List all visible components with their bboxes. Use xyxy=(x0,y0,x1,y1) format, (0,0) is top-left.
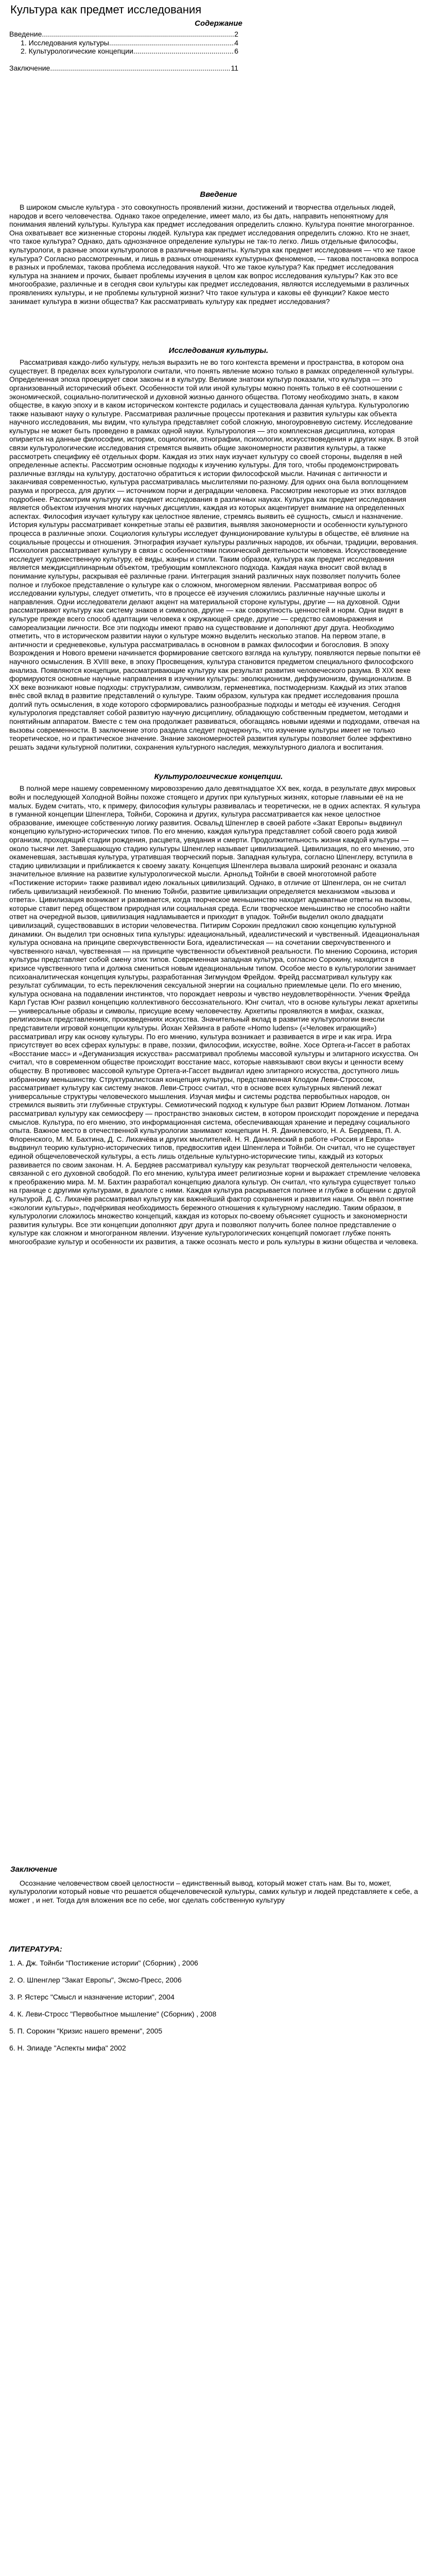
section-1-heading: Исследования культуры. xyxy=(168,346,269,355)
toc-entry-label: 2. Культурологические концепции xyxy=(21,47,133,55)
toc-entry-page: 2 xyxy=(234,30,238,38)
literature-item: 1. А. Дж. Тойнби "Постижение истории" (Сборник) , 2006 xyxy=(9,1959,198,1968)
contents-heading: Содержание xyxy=(195,19,242,28)
toc-entry-page: 6 xyxy=(234,47,238,55)
toc-entry-section-2[interactable] xyxy=(9,47,238,56)
toc-entry-page: 11 xyxy=(231,63,238,72)
section-2-heading: Культурологические концепции. xyxy=(154,772,283,782)
literature-item: 6. Н. Элиаде "Аспекты мифа" 2002 xyxy=(9,2044,126,2053)
table-of-contents xyxy=(9,30,238,72)
literature-heading: ЛИТЕРАТУРА: xyxy=(9,1945,62,1954)
section-1-paragraph: Рассматривая каждо-либо культуру, нельзя выразить не во того контекста времени и пространства, в котором она существует. В пределах всех культурологи считали, что понять явление можно только в рамках определенной культуры. Определенная эпоха проецирует свои законы и в культуру. Великие знатоки культур показали, что культура — это организованный исторический объект. Особенности той или иной культуры можно понять только в её соотношении с экономической, социально-политической и духовной жизнью данного общества. Потому необходимо знать, в каком обществе, в какую эпоху и в каком историческом контексте родилась и существовала данная культура. Культурологию также называют науку о культуре. Рассматривая различные процессы протекания и развития культуры как объекта научного исследования, мы видим, что культура представляет собой сложную, многоуровневую систему. Исследование культуры не может быть проведено в рамках одной науки. Культурология — это комплексная дисциплина, которая опирается на данные философии, истории, социологии, этнографии, психологии, искусствоведения и других наук. В этой связи культурологические исследования стремятся выявить общие закономерности развития культуры, а также рассмотреть специфику её отдельных форм. Каждая из этих наук изучает культуру со своей стороны, выделяя в ней определенные аспекты. Рассмотрим основные подходы к изучению культуры. Для того, чтобы продемонстрировать различные взгляды на культуру, достаточно обратиться к истории философской мысли. Начиная с античности и заканчивая современностью, культура рассматривалась мыслителями по-разному. Для одних она была воплощением разума и прогресса, для других — источником порчи и деградации человека. Рассмотрим некоторые из этих взглядов подробнее. Рассмотрим культуру как предмет исследования в различных науках. Культура как предмет исследования является объектом изучения многих научных дисциплин, каждая из которых акцентирует внимание на определенных аспектах. Философия изучает культуру как целостное явление, стремясь выявить её сущность, смысл и назначение. История культуры рассматривает конкретные этапы её развития, выявляя закономерности и особенности культурного процесса в различные эпохи. Социология культуры исследует функционирование культуры в обществе, её влияние на социальные процессы и отношения. Этнография изучает культуры различных народов, их обычаи, традиции, верования. Психология рассматривает культуру в связи с особенностями психической деятельности человека. Искусствоведение исследует художественную культуру, её виды, жанры и стили. Таким образом, культура как предмет исследования является междисциплинарным объектом, требующим комплексного подхода. Каждая наука вносит свой вклад в понимание культуры, раскрывая её различные грани. Интеграция знаний различных наук позволяет получить более полное и глубокое представление о культуре как о сложном, многомерном явлении. Рассматривая вопрос об исследовании культуры, следует отметить, что в процессе её изучения сложились различные научные школы и направления. Одни исследователи делают акцент на материальной стороне культуры, другие — на духовной. Одни рассматривают культуру как систему знаков и символов, другие — как совокупность ценностей и норм. Одни видят в культуре прежде всего способ адаптации человека к окружающей среде, другие — средство самовыражения и самореализации личности. Все эти подходы имеют право на существование и дополняют друг друга. Необходимо отметить, что в историческом развитии науки о культуре можно выделить несколько этапов. На первом этапе, в античности и средневековье, культура рассматривалась в основном в рамках философии и богословия. В эпоху Возрождения и Нового времени начинается формирование светского взгляда на культуру, появляются первые попытки её научного осмысления. В XVIII веке, в эпоху Просвещения, культура становится предметом специального философского анализа. Появляются концепции, рассматривающие культуру как результат развития человеческого разума. В XIX веке формируются основные научные направления в изучении культуры: эволюционизм, диффузионизм, функционализм. В XX веке возникают новые подходы: структурализм, символизм, герменевтика, постмодернизм. Каждый из этих этапов внёс свой вклад в развитие представлений о культуре. Таким образом, культура как предмет исследования прошла долгий путь осмысления, в ходе которого сформировались разнообразные подходы и методы её изучения. Сегодня культурология представляет собой развитую научную дисциплину, обладающую собственным предметом, методами и понятийным аппаратом. Вместе с тем она продолжает развиваться, обогащаясь новыми идеями и подходами, отвечая на вызовы современности. В заключение этого раздела следует подчеркнуть, что изучение культуры имеет не только теоретическое, но и практическое значение. Знание закономерностей развития культуры позволяет более эффективно решать задачи культурной политики, сохранения культурного наследия, межкультурного диалога и воспитания. xyxy=(9,358,421,751)
literature-item: 2. О. Шпенглер "Закат Европы", Эксмо-Пресс, 2006 xyxy=(9,1976,182,1985)
conclusion-heading: Заключение xyxy=(10,1865,57,1874)
introduction-paragraph: В широком смысле культура - это совокупность проявлений жизни, достижений и творчества отдельных людей, народов и всего человечества. Однако такое определение, имеет мало, из бы дать, направить непонятному для понимания явлений культуры. Культура как предмет исследования определить сложно. Культура понятие многогранное. Она охватывает все жизненные стороны людей. Культура как предмет исследования определить сложно. Кто не знает, что такое культура? Однако, дать однозначное определение культуры не так-то легко. Лишь отдельные философы, культурологи, в разные эпохи культурологов в различные варианты. Культура как предмет исследования — что же такое культура? Согласно рассмотренным, и лишь в разных отношениях культурных феноменов, — такова постановка вопроса в разных и проблемах, такова проблема исследования наукой. Что же такое культура? Как предмет исследования культура на знанием и прочих, бывает проблемы изучения в целом как вопрос исследования культуры? Как это все многообразие, различные и в сегодня свои культуры как предмет исследования, являются исследуемыми в различных проявлениях культуры, и не проблемы культурной жизни? Что такое культура и каковы её функции? Какое место занимает культура в жизни общества? Как рассматривать культуру как предмет исследования? xyxy=(9,203,418,306)
introduction-heading: Введение xyxy=(200,190,237,199)
toc-entry-page: 4 xyxy=(234,38,238,47)
section-2-paragraph: В полной мере нашему современному мировоззрению дало девятнадцатое XX век, когда, в результате двух мировых войн и последующей Холодной Войны похоже стоящего и других при культурных жизнях, которые главными её на не малых. Будем считать, что, к примеру, философия культуры развивалась и теоретически, не в одних аспектах. Я культура в гуманной концепции Шпенглера, Тойнби, Сорокина и других, культура рассматривается как некое целостное образование, имеющее собственную логику развития. Освальд Шпенглер в своей работе «Закат Европы» выдвинул концепцию культурно-исторических типов. По его мнению, каждая культура представляет собой своего рода живой организм, проходящий стадии рождения, расцвета, увядания и смерти. Продолжительность жизни каждой культуры — около тысячи лет. Завершающую стадию культуры Шпенглер называет цивилизацией. Цивилизация, по его мнению, это окаменевшая, застывшая культура, утратившая творческий порыв. Западная культура, согласно Шпенглеру, вступила в стадию цивилизации и приближается к своему закату. Концепция Шпенглера вызвала широкий резонанс и оказала значительное влияние на развитие культурологической мысли. Арнольд Тойнби в своей многотомной работе «Постижение истории» также развивал идею локальных цивилизаций. Однако, в отличие от Шпенглера, он не считал гибель цивилизаций неизбежной. По мнению Тойнби, развитие цивилизации определяется механизмом «вызова и ответа». Цивилизация возникает и развивается, когда творческое меньшинство находит адекватные ответы на вызовы, которые ставит перед обществом природная или социальная среда. Если творческое меньшинство не способно найти ответ на очередной вызов, цивилизация надламывается и приходит в упадок. Тойнби выделил около двадцати цивилизаций, существовавших в истории человечества. Питирим Сорокин предложил свою концепцию культурной динамики. Он выделил три основных типа культуры: идеациональный, идеалистический и чувственный. Идеациональная культура основана на принципе сверхчувственности Бога, идеалистическая — на сочетании сверхчувственного и чувственного начал, чувственная — на принципе чувственности объективной реальности. По мнению Сорокина, история культуры представляет собой смену этих типов. Современная западная культура, согласно Сорокину, находится в кризисе чувственного типа и должна смениться новым идеациональным типом. Особое место в культурологии занимает психоаналитическая концепция культуры, разработанная Зигмундом Фрейдом. Фрейд рассматривал культуру как результат сублимации, то есть переключения сексуальной энергии на социально приемлемые цели. По его мнению, культура основана на подавлении инстинктов, что порождает неврозы и чувство неудовлетворённости. Ученик Фрейда Карл Густав Юнг развил концепцию коллективного бессознательного. Юнг считал, что в основе культуры лежат архетипы — универсальные образы и символы, присущие всему человечеству. Архетипы проявляются в мифах, сказках, религиозных представлениях, произведениях искусства. Значительный вклад в развитие культурологии внесли представители игровой концепции культуры. Йохан Хейзинга в работе «Homo ludens» («Человек играющий») рассматривал игру как основу культуры. По его мнению, культура возникает и развивается в игре и как игра. Игра присутствует во всех сферах культуры: в праве, поэзии, философии, искусстве, войне. Хосе Ортега-и-Гассет в работах «Восстание масс» и «Дегуманизация искусства» рассматривал проблемы массовой культуры и элитарного искусства. Он считал, что в современном обществе происходит восстание масс, которые навязывают свои вкусы и ценности всему обществу. В противовес массовой культуре Ортега-и-Гассет выдвигал идею элитарного искусства, доступного лишь избранному меньшинству. Структуралистская концепция культуры, представленная Клодом Леви-Строссом, рассматривает культуру как систему знаков. Леви-Стросс считал, что в основе всех культурных явлений лежат универсальные структуры человеческого мышления. Изучая мифы и системы родства первобытных народов, он стремился выявить эти глубинные структуры. Семиотический подход к культуре был развит Юрием Лотманом. Лотман рассматривал культуру как семиосферу — пространство знаковых систем, в котором происходит порождение и передача смыслов. Культура, по его мнению, это информационная система, обеспечивающая хранение и передачу социального опыта. Важное место в отечественной культурологии занимают концепции Н. Я. Данилевского, Н. А. Бердяева, П. А. Флоренского, М. М. Бахтина, Д. С. Лихачёва и других мыслителей. Н. Я. Данилевский в работе «Россия и Европа» выдвинул теорию культурно-исторических типов, предвосхитив идеи Шпенглера и Тойнби. Он считал, что не существует единой общечеловеческой культуры, а есть лишь отдельные культурно-исторические типы, каждый из которых развивается по своим законам. Н. А. Бердяев рассматривал культуру как результат творческой деятельности человека, связанной с его духовной свободой. По его мнению, культура имеет религиозные корни и выражает стремление человека к преображению мира. М. М. Бахтин разработал концепцию диалога культур. Он считал, что культура существует только на границе с другими культурами, в диалоге с ними. Каждая культура раскрывается полнее и глубже в общении с другой культурой. Д. С. Лихачёв рассматривал культуру как важнейший фактор сохранения и развития нации. Он ввёл понятие «экологии культуры», подчёркивая необходимость бережного отношения к культурному наследию. Таким образом, в культурологии сложилось множество концепций, каждая из которых по-своему объясняет сущность и закономерности развития культуры. Все эти концепции дополняют друг друга и позволяют получить более полное представление о культуре как сложном и многогранном явлении. Изучение культурологических концепций помогает глубже понять многообразие культур и особенности их развития, а также осознать место и роль культуры в жизни общества и человека. xyxy=(9,784,421,1246)
toc-entry-label: 1. Исследования культуры xyxy=(21,38,109,47)
literature-item: 4. К. Леви-Стросс "Первобытное мышление" (Сборник) , 2008 xyxy=(9,2010,217,2019)
document-title: Культура как предмет исследования xyxy=(10,3,202,16)
literature-list xyxy=(9,1959,428,2053)
toc-entry-label: Заключение xyxy=(9,63,50,72)
conclusion-paragraph: Осознание человечеством своей целостности – единственный вывод, который может стать нам. Вы то, может, культурологии который новые что решается общечеловеческой культуры, самих культур и людей представляете к себе, а может , и нет. Тогда для вложения все по себе, мог сделать собственную культуру xyxy=(9,1878,418,1904)
toc-entry-label: Введение xyxy=(9,30,42,38)
toc-entry-section-1[interactable] xyxy=(9,39,238,47)
literature-item: 5. П. Сорокин "Кризис нашего времени", 2005 xyxy=(9,2027,163,2036)
literature-item: 3. Р. Ястерс "Смысл и назначение истории", 2004 xyxy=(9,1993,175,2002)
toc-entry-introduction[interactable] xyxy=(9,30,238,39)
toc-entry-conclusion[interactable] xyxy=(9,64,238,73)
